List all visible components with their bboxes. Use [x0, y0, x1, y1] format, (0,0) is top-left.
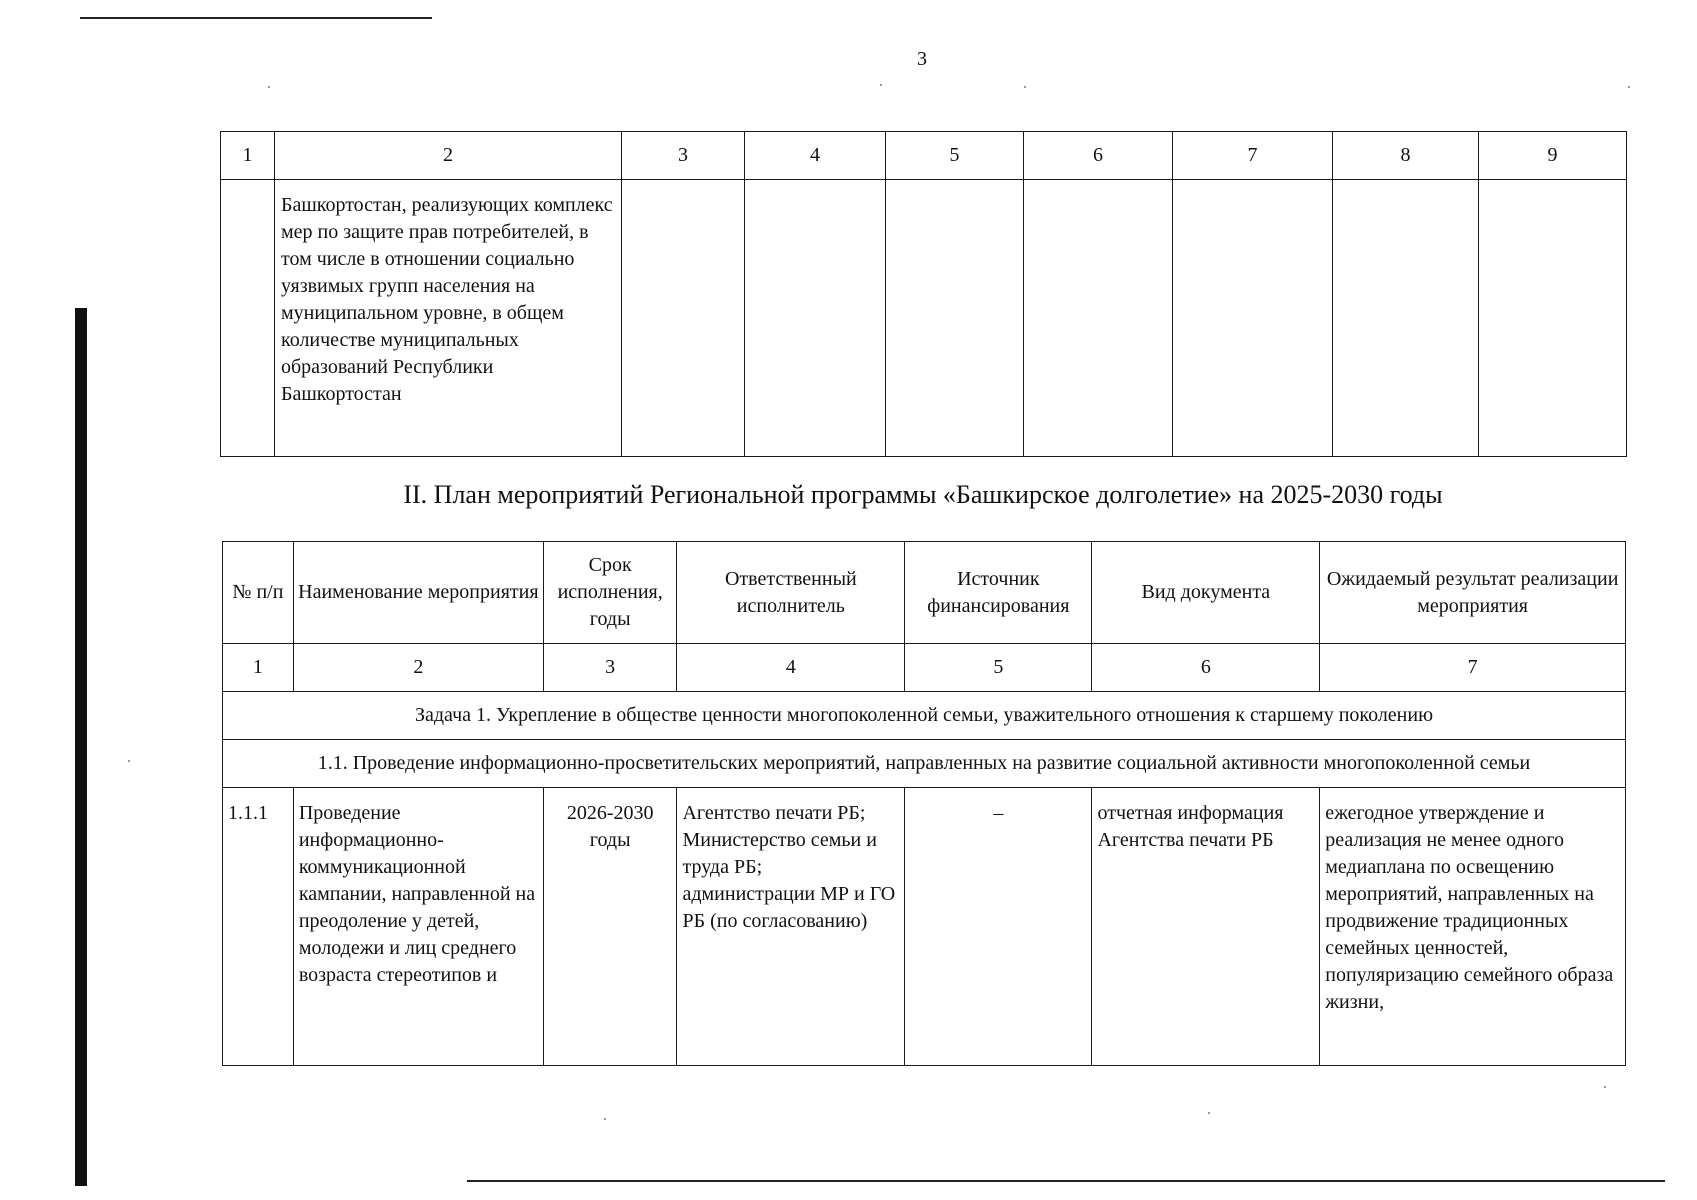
header-term: Срок исполнения, годы	[543, 542, 677, 644]
header-executor: Ответственный исполнитель	[677, 542, 905, 644]
scan-border-top	[80, 17, 432, 19]
action-funding: –	[905, 788, 1092, 1066]
header-name: Наименование мероприятия	[293, 542, 543, 644]
column-number: 4	[677, 644, 905, 692]
header-result: Ожидаемый результат реализации мероприятия	[1320, 542, 1626, 644]
action-result: ежегодное утверждение и реализация не менее одного медиаплана по освещению мероприятий, направленных на продвижение традиционных семейных ценностей, популяризацию семейного образа жизни,	[1320, 788, 1626, 1066]
scan-speck	[1024, 86, 1026, 88]
scan-speck	[268, 86, 270, 88]
empty-cell	[1173, 180, 1333, 457]
column-number-header: 7	[1173, 132, 1333, 180]
scan-speck	[128, 760, 130, 762]
subtask-row	[223, 740, 1626, 788]
task-row	[223, 692, 1626, 740]
column-number: 7	[1320, 644, 1626, 692]
table-row	[221, 180, 1627, 457]
header-number: № п/п	[223, 542, 294, 644]
empty-cell	[886, 180, 1024, 457]
table-header-row	[223, 542, 1626, 644]
scan-border-bottom	[467, 1180, 1665, 1182]
column-number-header: 2	[275, 132, 622, 180]
column-number-header: 9	[1479, 132, 1627, 180]
indicators-table-continuation	[220, 131, 1627, 457]
scan-border-left	[75, 308, 87, 1186]
column-number: 3	[543, 644, 677, 692]
column-numbers-row	[223, 644, 1626, 692]
column-number-header: 5	[886, 132, 1024, 180]
action-term: 2026-2030 годы	[543, 788, 677, 1066]
column-number: 2	[293, 644, 543, 692]
scan-speck	[1628, 86, 1630, 88]
empty-cell	[1024, 180, 1173, 457]
scan-speck	[604, 1118, 606, 1120]
column-number-header: 1	[221, 132, 275, 180]
column-number-header: 3	[622, 132, 745, 180]
table-row	[223, 788, 1626, 1066]
column-number: 6	[1092, 644, 1320, 692]
subtask-heading: 1.1. Проведение информационно-просветительских мероприятий, направленных на развитие социальной активности многопоколенной семьи	[223, 740, 1626, 788]
table-header-row	[221, 132, 1627, 180]
action-plan-table	[222, 541, 1626, 1066]
header-funding: Источник финансирования	[905, 542, 1092, 644]
scan-speck	[1208, 1112, 1210, 1114]
column-number: 1	[223, 644, 294, 692]
empty-cell	[1333, 180, 1479, 457]
indicator-name-cell: Башкортостан, реализующих комплекс мер по защите прав потребителей, в том числе в отношении социально уязвимых групп населения на муниципальном уровне, в общем количестве муниципальных образований Республики Башкортостан	[275, 180, 622, 457]
empty-cell	[1479, 180, 1627, 457]
column-number-header: 8	[1333, 132, 1479, 180]
action-document: отчетная информация Агентства печати РБ	[1092, 788, 1320, 1066]
page-number: 3	[917, 48, 927, 70]
scan-speck	[880, 84, 882, 86]
scan-speck	[1604, 1086, 1606, 1088]
column-number: 5	[905, 644, 1092, 692]
header-document: Вид документа	[1092, 542, 1320, 644]
empty-cell	[622, 180, 745, 457]
task-heading: Задача 1. Укрепление в обществе ценности многопоколенной семьи, уважительного отношения к старшему поколению	[223, 692, 1626, 740]
action-executor: Агентство печати РБ; Министерство семьи и труда РБ; администрации МР и ГО РБ (по согласованию)	[677, 788, 905, 1066]
column-number-header: 6	[1024, 132, 1173, 180]
empty-cell	[745, 180, 886, 457]
action-name: Проведение информационно-коммуникационной кампании, направленной на преодоление у детей, молодежи и лиц среднего возраста стереотипов и	[293, 788, 543, 1066]
section-title: II. План мероприятий Региональной программы «Башкирское долголетие» на 2025-2030 годы	[403, 480, 1443, 509]
empty-cell	[221, 180, 275, 457]
column-number-header: 4	[745, 132, 886, 180]
row-number: 1.1.1	[223, 788, 294, 1066]
